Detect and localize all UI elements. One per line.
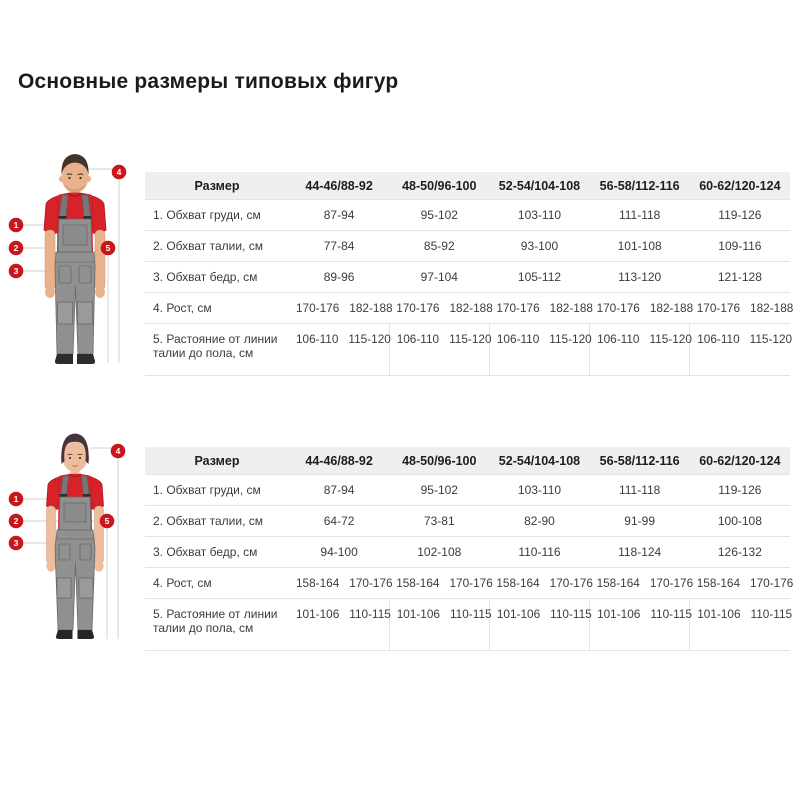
value-range: 110-115 (349, 607, 391, 621)
row-label: 4. Рост, см (145, 568, 289, 599)
value-cell: 101-108 (590, 231, 690, 262)
row-label: 5. Растояние от линии талии до пола, см (145, 599, 289, 651)
header-row (145, 172, 790, 200)
table-row (145, 506, 790, 537)
value-cell: 121-128 (690, 262, 790, 293)
value-range: 106-110 (296, 332, 339, 346)
value-cell (289, 568, 393, 599)
value-cell (389, 568, 493, 599)
value-cell: 111-118 (590, 475, 690, 506)
table-row (145, 568, 790, 599)
value-cell (289, 324, 389, 376)
value-cell (389, 324, 492, 376)
female-figure-block (0, 420, 150, 660)
value-range: 182-188 (349, 301, 393, 315)
value-range: 115-120 (649, 332, 692, 346)
value-range: 106-110 (396, 332, 440, 346)
value-cell (489, 599, 592, 651)
value-cell: 77-84 (289, 231, 389, 262)
size-marker-5 (101, 241, 116, 256)
value-range: 158-164 (396, 576, 440, 590)
column-header-size: Размер (145, 172, 289, 200)
value-cell: 93-100 (489, 231, 589, 262)
size-marker-1 (9, 218, 24, 233)
size-marker-1 (9, 492, 24, 507)
table-row (145, 200, 790, 231)
value-cell (690, 599, 793, 651)
value-range: 101-106 (496, 607, 541, 621)
value-range: 115-120 (348, 332, 391, 346)
value-range: 182-188 (549, 301, 593, 315)
value-range: 170-176 (396, 301, 440, 315)
value-range: 110-115 (750, 607, 793, 621)
figure-body (46, 434, 103, 640)
value-cell: 100-108 (690, 506, 790, 537)
value-cell (690, 324, 793, 376)
value-cell (690, 293, 794, 324)
size-marker-4 (112, 165, 127, 180)
column-header: 48-50/96-100 (389, 447, 489, 475)
value-cell (590, 324, 690, 376)
value-range: 158-164 (296, 576, 340, 590)
svg-text:1: 1 (13, 494, 19, 504)
row-label: 2. Обхват талии, см (145, 506, 289, 537)
column-header: 56-58/112-116 (590, 172, 690, 200)
table-row (145, 599, 790, 651)
value-range: 158-164 (596, 576, 640, 590)
table-row (145, 231, 790, 262)
row-label: 2. Обхват талии, см (145, 231, 289, 262)
value-range: 101-106 (697, 607, 741, 621)
male-figure-block (0, 140, 150, 380)
value-cell: 111-118 (590, 200, 690, 231)
svg-text:5: 5 (104, 516, 110, 526)
value-range: 115-120 (449, 332, 492, 346)
svg-text:2: 2 (13, 243, 19, 253)
svg-text:5: 5 (105, 243, 111, 253)
value-cell: 118-124 (590, 537, 690, 568)
column-header: 52-54/104-108 (489, 447, 589, 475)
value-cell (690, 568, 794, 599)
svg-text:1: 1 (13, 220, 19, 230)
value-cell (289, 293, 393, 324)
value-cell: 94-100 (289, 537, 389, 568)
value-cell (489, 568, 593, 599)
value-range: 101-106 (396, 607, 440, 621)
value-range: 110-115 (550, 607, 592, 621)
value-cell: 103-110 (489, 475, 589, 506)
value-cell (389, 599, 492, 651)
size-marker-2 (9, 514, 24, 529)
value-range: 106-110 (597, 332, 640, 346)
column-header: 44-46/88-92 (289, 447, 389, 475)
value-cell: 119-126 (690, 200, 790, 231)
value-cell: 64-72 (289, 506, 389, 537)
header-row (145, 447, 790, 475)
women-size-table-block (145, 447, 794, 651)
value-cell: 87-94 (289, 475, 389, 506)
svg-text:3: 3 (13, 538, 19, 548)
value-cell: 103-110 (489, 200, 589, 231)
row-label: 5. Растояние от линии талии до пола, см (145, 324, 289, 376)
row-label: 3. Обхват бедр, см (145, 262, 289, 293)
value-range: 170-176 (449, 576, 493, 590)
women-size-table (145, 447, 794, 651)
figure-body (44, 154, 106, 364)
value-range: 158-164 (696, 576, 741, 590)
column-header: 44-46/88-92 (289, 172, 389, 200)
value-cell: 97-104 (389, 262, 489, 293)
size-marker-2 (9, 241, 24, 256)
value-range: 170-176 (549, 576, 593, 590)
table-row (145, 262, 790, 293)
value-range: 158-164 (496, 576, 540, 590)
value-range: 170-176 (296, 301, 340, 315)
value-cell: 102-108 (389, 537, 489, 568)
column-header-size: Размер (145, 447, 289, 475)
value-cell: 89-96 (289, 262, 389, 293)
value-cell: 105-112 (489, 262, 589, 293)
value-range: 182-188 (750, 301, 794, 315)
value-range: 110-115 (449, 607, 492, 621)
value-cell: 119-126 (690, 475, 790, 506)
value-range: 170-176 (349, 576, 393, 590)
value-range: 106-110 (496, 332, 540, 346)
value-cell: 95-102 (389, 200, 489, 231)
value-cell: 91-99 (590, 506, 690, 537)
column-header: 60-62/120-124 (690, 172, 790, 200)
value-cell: 126-132 (690, 537, 790, 568)
value-range: 170-176 (596, 301, 640, 315)
value-cell (389, 293, 493, 324)
value-cell (590, 599, 690, 651)
value-range: 182-188 (449, 301, 493, 315)
men-size-table (145, 172, 794, 376)
value-cell: 87-94 (289, 200, 389, 231)
value-cell: 95-102 (389, 475, 489, 506)
table-row (145, 537, 790, 568)
row-label: 4. Рост, см (145, 293, 289, 324)
row-label: 3. Обхват бедр, см (145, 537, 289, 568)
size-marker-5 (100, 514, 115, 529)
value-range: 170-176 (649, 576, 694, 590)
value-cell: 82-90 (489, 506, 589, 537)
svg-text:4: 4 (116, 167, 122, 177)
value-range: 170-176 (496, 301, 540, 315)
value-cell (489, 293, 593, 324)
men-size-table-block (145, 172, 794, 376)
value-range: 182-188 (649, 301, 694, 315)
male-figure-illustration (0, 140, 150, 380)
value-cell (489, 324, 592, 376)
size-marker-3 (9, 264, 24, 279)
value-range: 115-120 (549, 332, 592, 346)
value-cell: 110-116 (489, 537, 589, 568)
column-header: 60-62/120-124 (690, 447, 790, 475)
value-cell: 109-116 (690, 231, 790, 262)
female-figure-illustration (0, 420, 150, 660)
value-range: 101-106 (597, 607, 641, 621)
value-range: 170-176 (750, 576, 794, 590)
column-header: 52-54/104-108 (489, 172, 589, 200)
value-range: 170-176 (696, 301, 741, 315)
table-row (145, 475, 790, 506)
value-cell: 73-81 (389, 506, 489, 537)
column-header: 56-58/112-116 (590, 447, 690, 475)
page-title: Основные размеры типовых фигур (18, 70, 399, 93)
value-range: 101-106 (296, 607, 340, 621)
column-header: 48-50/96-100 (389, 172, 489, 200)
row-label: 1. Обхват груди, см (145, 475, 289, 506)
value-cell: 85-92 (389, 231, 489, 262)
value-cell (590, 568, 694, 599)
svg-text:2: 2 (13, 516, 19, 526)
value-cell (590, 293, 694, 324)
value-cell (289, 599, 389, 651)
value-range: 106-110 (697, 332, 740, 346)
svg-text:3: 3 (13, 266, 19, 276)
value-range: 110-115 (650, 607, 692, 621)
table-row (145, 293, 790, 324)
value-range: 115-120 (749, 332, 793, 346)
size-marker-3 (9, 536, 24, 551)
row-label: 1. Обхват груди, см (145, 200, 289, 231)
value-cell: 113-120 (590, 262, 690, 293)
svg-text:4: 4 (115, 446, 121, 456)
table-row (145, 324, 790, 376)
size-marker-4 (111, 444, 126, 459)
